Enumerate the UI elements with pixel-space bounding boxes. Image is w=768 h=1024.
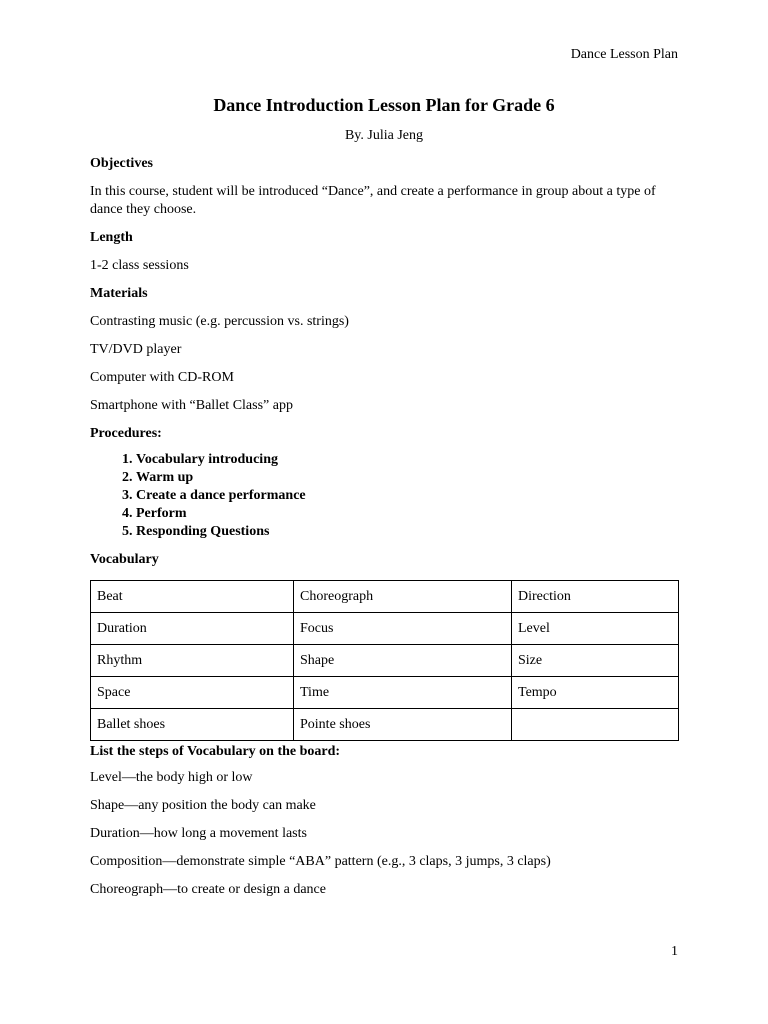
table-cell: Time: [294, 677, 512, 709]
table-row: [91, 581, 679, 613]
table-cell: Rhythm: [91, 645, 294, 677]
table-cell: Level: [512, 613, 679, 645]
table-cell: Size: [512, 645, 679, 677]
steps-item: Duration—how long a movement lasts: [90, 826, 307, 841]
materials-item: TV/DVD player: [90, 342, 182, 357]
table-cell: Beat: [91, 581, 294, 613]
table-cell: Direction: [512, 581, 679, 613]
table-cell: Duration: [91, 613, 294, 645]
table-row: [91, 677, 679, 709]
table-cell: Shape: [294, 645, 512, 677]
table-row: [91, 645, 679, 677]
length-text: 1-2 class sessions: [90, 258, 189, 273]
table-cell: Pointe shoes: [294, 709, 512, 741]
materials-item: Smartphone with “Ballet Class” app: [90, 398, 293, 413]
table-cell: Ballet shoes: [91, 709, 294, 741]
table-cell: Focus: [294, 613, 512, 645]
procedures-list: [90, 451, 678, 541]
procedure-item: 2. Warm up: [136, 469, 678, 487]
steps-item: Composition—demonstrate simple “ABA” pattern (e.g., 3 claps, 3 jumps, 3 claps): [90, 854, 551, 869]
vocabulary-heading: Vocabulary: [90, 552, 159, 567]
table-cell: Tempo: [512, 677, 679, 709]
procedures-heading: Procedures:: [90, 426, 162, 441]
procedure-item: 5. Responding Questions: [136, 523, 678, 541]
length-heading: Length: [90, 230, 133, 245]
materials-heading: Materials: [90, 286, 148, 301]
running-header: Dance Lesson Plan: [570, 47, 678, 62]
vocabulary-table: [90, 580, 679, 741]
page-number: 1: [671, 944, 678, 959]
table-row: [91, 709, 679, 741]
page-content: [90, 93, 678, 899]
table-cell: [512, 709, 679, 741]
materials-item: Computer with CD-ROM: [90, 370, 234, 385]
table-cell: Space: [91, 677, 294, 709]
steps-item: Level—the body high or low: [90, 770, 253, 785]
procedure-item: 3. Create a dance performance: [136, 487, 678, 505]
procedure-item: 1. Vocabulary introducing: [136, 451, 678, 469]
table-row: [91, 613, 679, 645]
table-cell: Choreograph: [294, 581, 512, 613]
document-title: Dance Introduction Lesson Plan for Grade 6: [213, 95, 555, 115]
procedure-item: 4. Perform: [136, 505, 678, 523]
author-line: By. Julia Jeng: [344, 128, 424, 143]
materials-item: Contrasting music (e.g. percussion vs. strings): [90, 314, 349, 329]
steps-item: Choreograph—to create or design a dance: [90, 882, 326, 897]
objectives-heading: Objectives: [90, 156, 153, 171]
steps-item: Shape—any position the body can make: [90, 798, 316, 813]
steps-heading: List the steps of Vocabulary on the board:: [90, 744, 341, 759]
objectives-text: In this course, student will be introduced “Dance”, and create a performance in group about a type of dance they choose.: [90, 184, 656, 217]
